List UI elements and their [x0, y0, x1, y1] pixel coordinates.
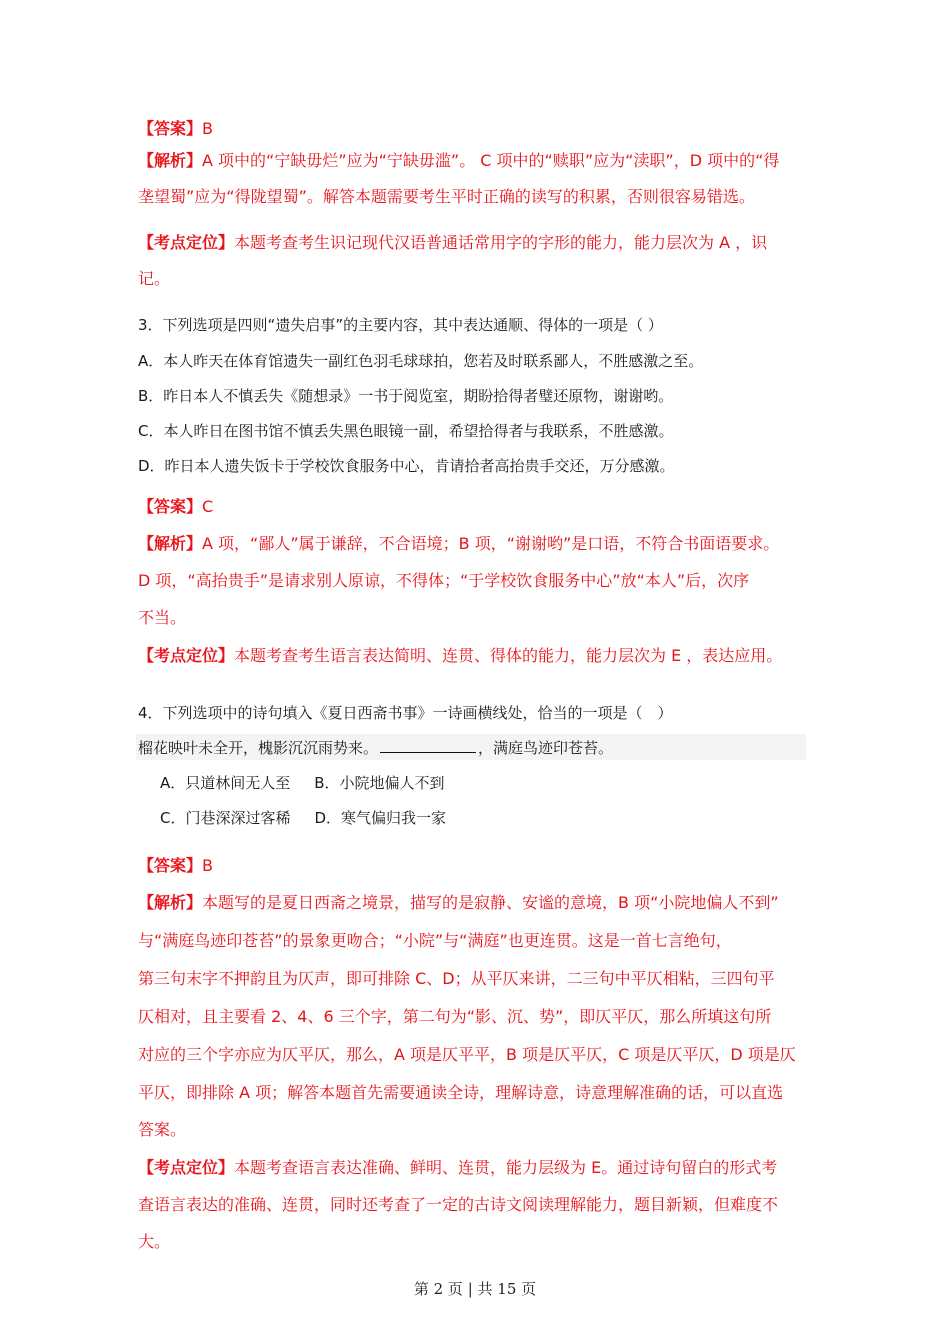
q4-option-a: A．只道林间无人至 [160, 774, 291, 792]
q4-options-row-2 [160, 807, 446, 828]
q2-kaodian-line-1 [138, 232, 767, 254]
q4-answer [138, 855, 213, 877]
kaodian-text: 本题考查考生识记现代汉语普通话常用字的字形的能力，能力层次为 A ，识 [234, 233, 768, 252]
q2-analysis-line-2: 垄望蜀”应为“得陇望蜀”。解答本题需要考生平时正确的读写的积累，否则很容易错选。 [138, 187, 755, 206]
q4-analysis-line-1 [138, 892, 779, 914]
q3-analysis-line-3: 不当。 [138, 608, 187, 627]
kaodian-text: 本题考查考生语言表达简明、连贯、得体的能力，能力层次为 E ，表达应用。 [234, 646, 783, 665]
q3-analysis-line-2: D 项，“高抬贵手”是请求别人原谅，不得体；“于学校饮食服务中心”放“本人”后，次序 [138, 571, 750, 590]
answer-tag: 【答案】 [138, 497, 203, 516]
kaodian-tag: 【考点定位】 [138, 646, 235, 665]
q4-analysis-line-3: 第三句末字不押韵且为仄声，即可排除 C、D；从平仄来讲，二三句中平仄相粘，三四句平 [138, 969, 775, 988]
q4-options-row-1 [160, 772, 445, 793]
q4-stem: 4．下列选项中的诗句填入《夏日西斋书事》一诗画横线处，恰当的一项是（ ） [138, 704, 673, 722]
q4-analysis-line-2: 与“满庭鸟迹印苍苔”的景象更吻合；“小院”与“满庭”也更连贯。这是一首七言绝句， [138, 931, 732, 950]
q4-kaodian-line-3: 大。 [138, 1232, 171, 1251]
q2-answer [138, 118, 213, 140]
q4-analysis-line-7: 答案。 [138, 1120, 187, 1139]
q3-stem: 3．下列选项是四则“遗失启事”的主要内容，其中表达通顺、得体的一项是（ ） [138, 316, 663, 334]
q4-analysis-line-5: 对应的三个字亦应为仄平仄，那么，A 项是仄平平，B 项是仄平仄，C 项是仄平仄，D 项是仄 [138, 1045, 796, 1064]
q4-option-b: B．小院地偏人不到 [314, 774, 445, 792]
answer-value: B [202, 856, 213, 875]
q3-analysis-line-1 [138, 533, 779, 555]
poem-after: ，满庭鸟迹印苍苔。 [478, 739, 614, 757]
q2-kaodian-line-2: 记。 [138, 269, 171, 288]
answer-tag: 【答案】 [138, 119, 203, 138]
q4-option-d: D．寒气偏归我一家 [314, 809, 447, 827]
poem-before: 榴花映叶未全开，槐影沉沉雨势来。 [138, 739, 379, 757]
answer-value: B [202, 119, 213, 138]
analysis-text: A 项，“鄙人”属于谦辞，不合语境；B 项，“谢谢哟”是口语，不符合书面语要求。 [202, 534, 780, 553]
fill-blank [380, 736, 476, 753]
q4-analysis-line-6: 平仄，即排除 A 项；解答本题首先需要通读全诗，理解诗意，诗意理解准确的话，可以直选 [138, 1083, 784, 1102]
q3-kaodian [138, 645, 782, 667]
q2-analysis-line-1 [138, 150, 779, 172]
answer-value: C [202, 497, 214, 516]
analysis-text: A 项中的“宁缺毋烂”应为“宁缺毋滥”。 C 项中的“赎职”应为“渎职”，D 项中的“得 [202, 151, 780, 170]
analysis-tag: 【解析】 [138, 534, 203, 553]
answer-tag: 【答案】 [138, 856, 203, 875]
kaodian-tag: 【考点定位】 [138, 233, 235, 252]
page-footer: 第 2 页 | 共 15 页 [413, 1280, 537, 1298]
analysis-tag: 【解析】 [138, 893, 203, 912]
q3-option-d: D．昨日本人遗失饭卡于学校饮食服务中心，肯请拾者高抬贵手交还，万分感激。 [138, 457, 675, 475]
q4-option-c: C．门巷深深过客稀 [160, 809, 291, 827]
q3-answer [138, 496, 213, 518]
analysis-tag: 【解析】 [138, 151, 203, 170]
q3-option-a: A．本人昨天在体育馆遗失一副红色羽毛球球拍，您若及时联系鄙人，不胜感激之至。 [138, 352, 704, 370]
q4-kaodian-line-2: 查语言表达的准确、连贯，同时还考查了一定的古诗文阅读理解能力，题目新颖，但难度不 [138, 1195, 779, 1214]
kaodian-tag: 【考点定位】 [138, 1158, 235, 1177]
q4-kaodian-line-1 [138, 1157, 777, 1179]
q4-poem [138, 736, 613, 759]
kaodian-text: 本题考查语言表达准确、鲜明、连贯，能力层级为 E。通过诗句留白的形式考 [234, 1158, 778, 1177]
q3-option-c: C．本人昨日在图书馆不慎丢失黑色眼镜一副，希望拾得者与我联系，不胜感激。 [138, 422, 674, 440]
q3-option-b: B．昨日本人不慎丢失《随想录》一书于阅览室，期盼拾得者璧还原物，谢谢哟。 [138, 387, 674, 405]
q4-analysis-line-4: 仄相对，且主要看 2、4、6 三个字，第二句为“影、沉、势”，即仄平仄，那么所填这句所 [138, 1007, 772, 1026]
analysis-text: 本题写的是夏日西斋之境景，描写的是寂静、安谧的意境，B 项“小院地偏人不到” [202, 893, 779, 912]
